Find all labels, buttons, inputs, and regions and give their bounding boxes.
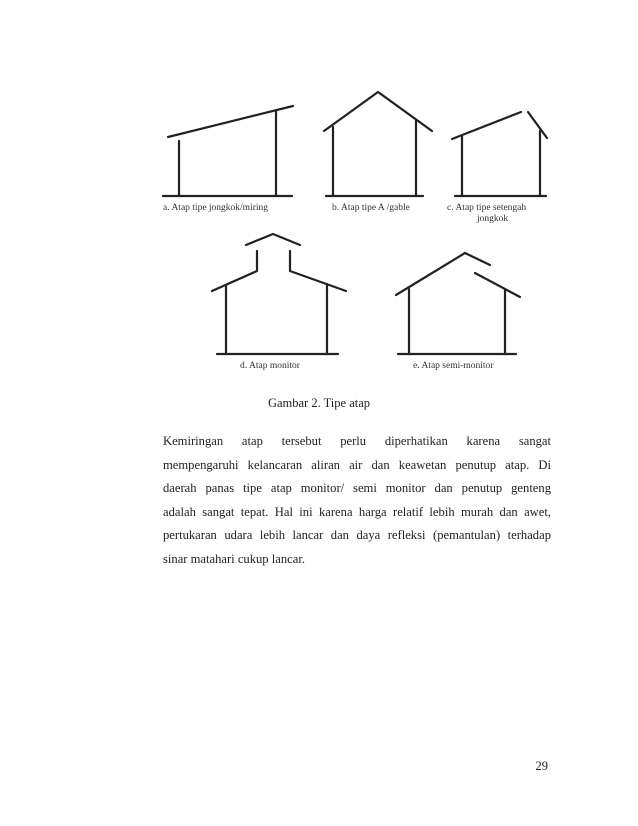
paragraph-line: daerah panas tipe atap monitor/ semi monitor dan penutup genteng (163, 481, 551, 495)
caption-d: d. Atap monitor (240, 361, 300, 371)
half-shed-roof-house (452, 112, 547, 196)
paragraph-line: pertukaran udara lebih lancar dan daya refleksi (pemantulan) terhadap (163, 528, 551, 542)
paragraph-line: Kemiringan atap tersebut perlu diperhatikan karena sangat (163, 434, 551, 448)
caption-b: b. Atap tipe A /gable (332, 203, 410, 213)
paragraph-line: adalah sangat tepat. Hal ini karena harga relatif lebih murah dan awet, (163, 504, 551, 519)
body-paragraph (163, 430, 551, 571)
caption-c-line1: c. Atap tipe setengah (447, 203, 527, 213)
figure-title: Gambar 2. Tipe atap (267, 396, 371, 410)
roof-types-drawing (0, 0, 638, 380)
caption-c-line2: jongkok (477, 214, 509, 224)
paragraph-line: mempengaruhi kelancaran aliran air dan keawetan penutup atap. Di (163, 457, 551, 472)
roof-types-figure (0, 0, 638, 380)
paragraph-line: sinar matahari cukup lancar. (163, 551, 305, 566)
caption-a: a. Atap tipe jongkok/miring (163, 203, 269, 213)
page-number: 29 (535, 759, 548, 773)
shed-roof-house (163, 106, 293, 196)
monitor-roof-house (212, 234, 346, 354)
semi-monitor-roof-house (396, 253, 520, 354)
caption-e: e. Atap semi-monitor (413, 361, 494, 371)
gable-roof-house (324, 92, 432, 196)
